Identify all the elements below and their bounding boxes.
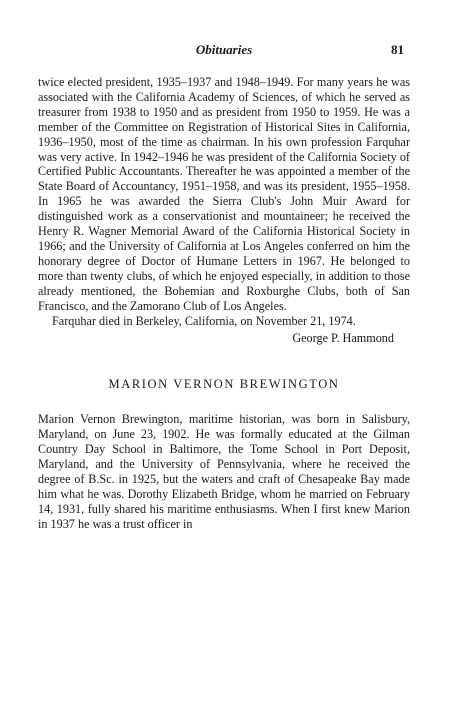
obituary-heading-brewington: MARION VERNON BREWINGTON: [108, 377, 340, 392]
body-text: [38, 75, 410, 531]
farquhar-paragraph-continued: twice elected president, 1935–1937 and 1948–1949. For many years he was associated with the California Academy of Sciences, of which he served as treasurer from 1938 to 1950 and as president from 1950 to 1959. He was a member of the Committee on Registration of Historical Sites in California, 1936–1950, most of the time as chairman. In his own profession Farquhar was very active. In 1942–1946 he was president of the California Society of Certified Public Accountants. Thereafter he was appointed a member of the State Board of Accountancy, 1951–1958, and was its president, 1955–1958. In 1965 he was awarded the Sierra Club's John Muir Award for distinguished work as a conservationist and mountaineer; he received the Henry R. Wagner Memorial Award of the California Historical Society in 1966; and the University of California at Los Angeles conferred on him the honorary degree of Doctor of Humane Letters in 1967. He belonged to more than twenty clubs, of which he enjoyed especially, in addition to those already mentioned, the Bohemian and Roxburghe Clubs, both of San Francisco, and the Zamorano Club of Los Angeles.: [38, 75, 410, 313]
farquhar-death-paragraph: Farquhar died in Berkeley, California, on November 21, 1974.: [52, 313, 356, 328]
brewington-paragraph: Marion Vernon Brewington, maritime historian, was born in Salisbury, Maryland, on June 23, 1902. He was formally educated at the Gilman Country Day School in Baltimore, the Tome School in Port Deposit, Maryland, and the University of Pennsylvania, where he received the degree of B.Sc. in 1925, but the waters and craft of Chesapeake Bay made him what he was. Dorothy Elizabeth Bridge, whom he married on February 14, 1931, fully shared his maritime enthusiasms. When I first knew Marion in 1937 he was a trust officer in: [38, 412, 410, 531]
running-head: [44, 40, 404, 60]
page-number: 81: [391, 42, 404, 57]
obituary-author-signature: George P. Hammond: [292, 331, 394, 346]
running-title: Obituaries: [195, 42, 253, 57]
